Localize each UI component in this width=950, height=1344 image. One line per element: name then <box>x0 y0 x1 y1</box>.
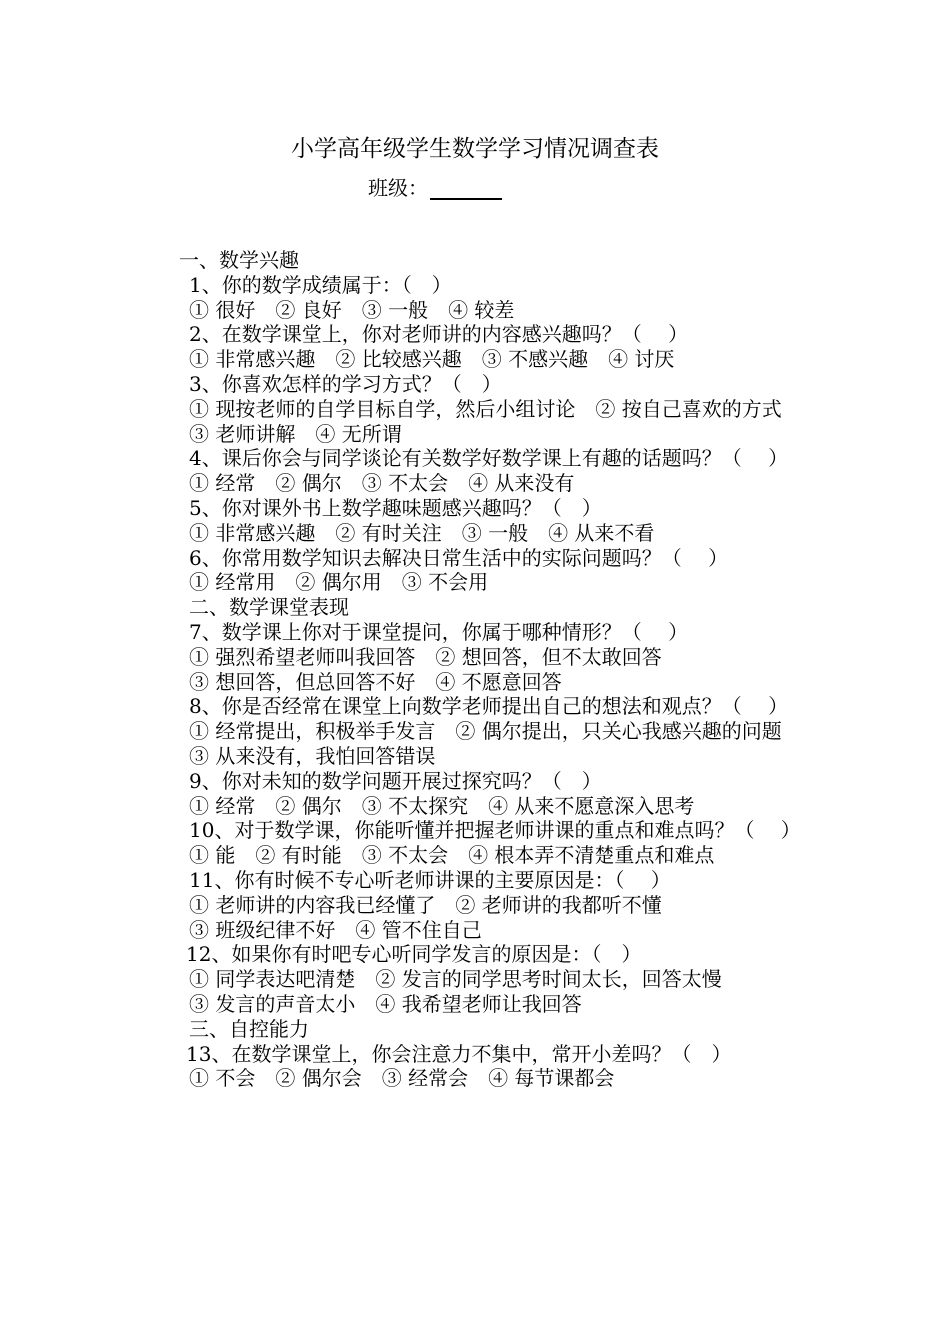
options: ① 强烈希望老师叫我回答 ② 想回答，但不太敢回答 <box>189 644 662 669</box>
class-field <box>368 176 502 200</box>
options: ① 经常用 ② 偶尔用 ③ 不会用 <box>189 570 489 595</box>
document-title: 小学高年级学生数学学习情况调查表 <box>291 136 659 162</box>
class-blank <box>430 178 502 200</box>
question: 6、你常用数学知识去解决日常生活中的实际问题吗？（ ） <box>189 545 729 570</box>
options: ① 非常感兴趣 ② 比较感兴趣 ③ 不感兴趣 ④ 讨厌 <box>189 347 675 372</box>
question: 7、数学课上你对于课堂提问，你属于哪种情形？（ ） <box>189 619 689 644</box>
options: ① 很好 ② 良好 ③ 一般 ④ 较差 <box>189 297 515 322</box>
question: 1、你的数学成绩属于：（ ） <box>189 272 452 297</box>
options: ③ 从来没有，我怕回答错误 <box>189 743 436 768</box>
options: ① 经常提出，积极举手发言 ② 偶尔提出，只关心我感兴趣的问题 <box>189 719 782 744</box>
question: 12、如果你有时吧专心听同学发言的原因是：（ ） <box>186 942 642 967</box>
class-label: 班级： <box>368 176 428 200</box>
options: ① 现按老师的自学目标自学，然后小组讨论 ② 按自己喜欢的方式 <box>189 396 782 421</box>
options: ① 能 ② 有时能 ③ 不太会 ④ 根本弄不清楚重点和难点 <box>189 843 715 868</box>
options: ① 经常 ② 偶尔 ③ 不太会 ④ 从来没有 <box>189 471 575 496</box>
options: ① 同学表达吧清楚 ② 发言的同学思考时间太长，回答太慢 <box>189 967 722 992</box>
question: 13、在数学课堂上，你会注意力不集中，常开小差吗？（ ） <box>186 1041 732 1066</box>
options: ① 老师讲的内容我已经懂了 ② 老师讲的我都听不懂 <box>189 892 662 917</box>
options: ① 经常 ② 偶尔 ③ 不太探究 ④ 从来不愿意深入思考 <box>189 793 695 818</box>
options: ① 非常感兴趣 ② 有时关注 ③ 一般 ④ 从来不看 <box>189 520 655 545</box>
question: 9、你对未知的数学问题开展过探究吗？（ ） <box>189 768 602 793</box>
options: ③ 想回答，但总回答不好 ④ 不愿意回答 <box>189 669 562 694</box>
question: 11、你有时候不专心听老师讲课的主要原因是：（ ） <box>189 867 671 892</box>
section-heading: 一、数学兴趣 <box>179 248 299 272</box>
question: 3、你喜欢怎样的学习方式？（ ） <box>189 371 502 396</box>
options: ③ 老师讲解 ④ 无所谓 <box>189 421 402 446</box>
survey-body <box>146 248 810 1091</box>
section-heading: 三、自控能力 <box>189 1016 309 1041</box>
question: 10、对于数学课，你能听懂并把握老师讲课的重点和难点吗？（ ） <box>189 818 801 843</box>
options: ③ 发言的声音太小 ④ 我希望老师让我回答 <box>189 991 582 1016</box>
section-heading: 二、数学课堂表现 <box>189 595 349 620</box>
question: 5、你对课外书上数学趣味题感兴趣吗？（ ） <box>189 495 602 520</box>
options: ① 不会 ② 偶尔会 ③ 经常会 ④ 每节课都会 <box>189 1066 615 1091</box>
question: 8、你是否经常在课堂上向数学老师提出自己的想法和观点？（ ） <box>189 694 789 719</box>
question: 2、在数学课堂上，你对老师讲的内容感兴趣吗？（ ） <box>189 322 689 347</box>
options: ③ 班级纪律不好 ④ 管不住自己 <box>189 917 482 942</box>
question: 4、课后你会与同学谈论有关数学好数学课上有趣的话题吗？（ ） <box>189 446 789 471</box>
